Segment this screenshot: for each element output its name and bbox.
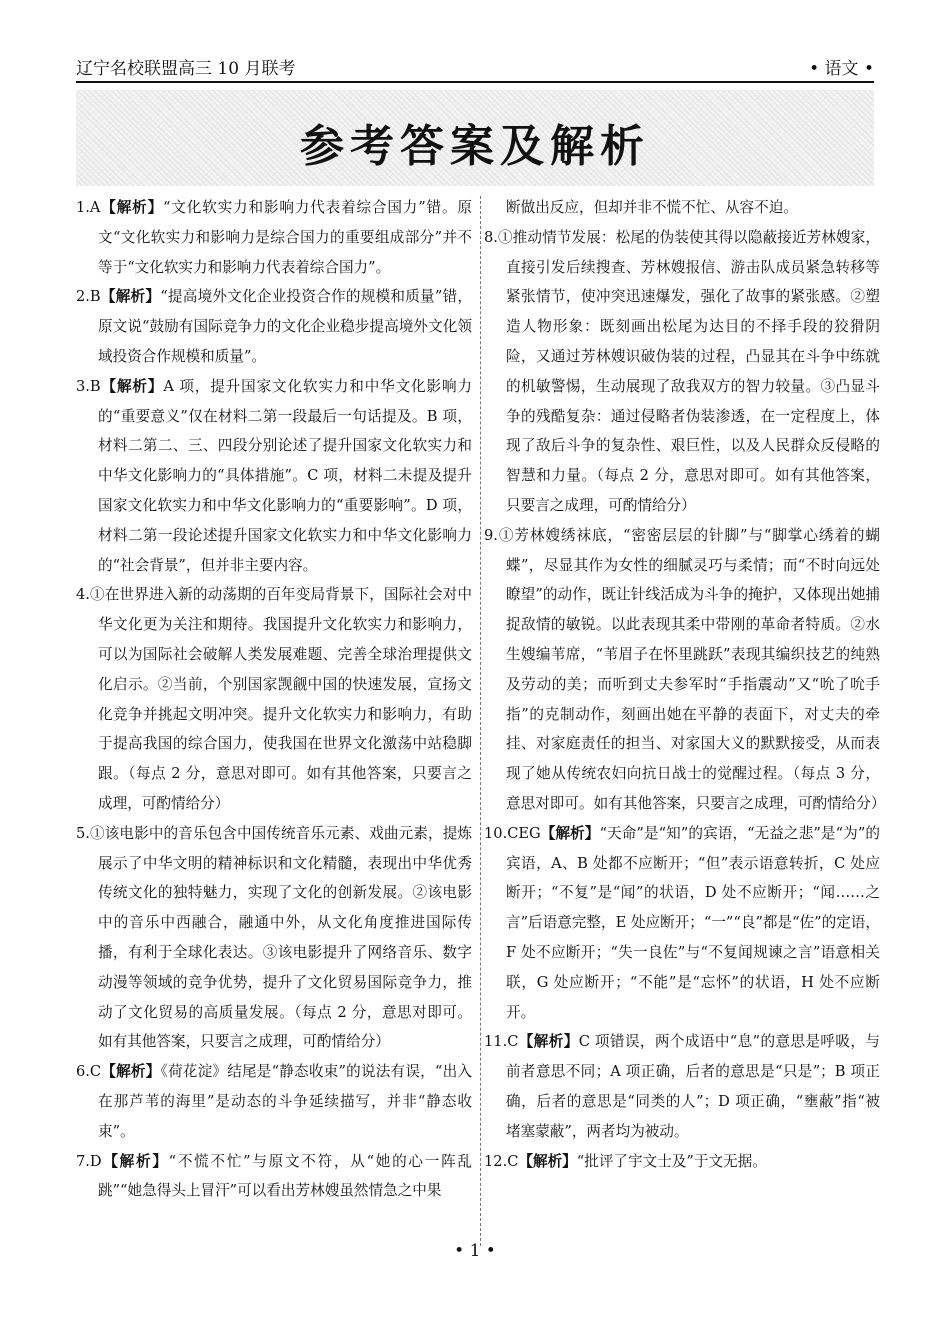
answer-item [76,1147,472,1207]
analysis-tag: 【解析】 [100,288,161,306]
answer-text: A 项，提升国家文化软实力和中华文化影响力的“重要意义”仅在材料二第一段最后一句话提及。B 项，材料二第二、三、四段分别论述了提升国家文化软实力和中华文化影响力的“具体措施”。C 项，材料二未提及提升国家文化软实力和中华文化影响力的“重要影响”。D 项，材料二第一段论述提升国家文化软实力和中华文化影响力的“社会背景”，但并非主要内容。 [98,377,472,574]
answer-number: 1.A [76,199,101,216]
answer-number: 12.C [484,1152,519,1170]
analysis-tag: 【解析】 [101,1152,169,1170]
answer-number: 3.B [76,377,101,395]
analysis-tag: 【解析】 [518,1152,577,1170]
analysis-tag: 【解析】 [518,1033,579,1051]
answer-text: ①芳林嫂绣袜底，“密密层层的针脚”与“脚掌心绣着的蝴蝶”，尽显其作为女性的细腻灵巧与柔情；而“不时向远处瞭望”的动作，既让针线活成为斗争的掩护，又体现出她捕捉敌情的敏锐。以此表现其柔中带刚的革命者特质。②水生嫂编苇席，“苇眉子在怀里跳跃”表现其编织技艺的纯熟及劳动的美；而听到丈夫参军时“手指震动”又“吮了吮手指”的克制动作，刻画出她在平静的表面下，对丈夫的牵挂、对家庭责任的担当、对家国大义的默默接受，从而表现了她从传统农妇向抗日战士的觉醒过程。（每点 3 分，意思对即可。如有其他答案，只要言之成理，可酌情给分） [497,526,886,812]
answer-number: 8. [484,228,498,246]
answer-number: 6.C [76,1063,102,1081]
page-number: • 1 • [454,1241,496,1261]
left-column [76,193,472,1206]
analysis-tag: 【解析】 [540,824,600,842]
answer-item [484,223,880,521]
answer-item [76,282,472,371]
analysis-tag: 【解析】 [100,377,164,395]
answer-item [76,193,472,282]
answer-text: “文化软实力和影响力代表着综合国力”错。原文“文化软实力和影响力是综合国力的重要组成部分”并不等于“文化软实力和影响力代表着综合国力”。 [98,199,472,276]
subject-label: • 语文 • [809,59,874,79]
answer-text: “提高境外文化企业投资合作的规模和质量”错，原文说“鼓励有国际竞争力的文化企业稳步提高境外文化领域投资合作规模和质量”。 [98,288,472,365]
answer-text: “批评了宇文士及”于文无据。 [576,1152,767,1170]
answer-number: 10.CEG [484,824,541,842]
answer-item [76,819,472,1057]
answer-number: 5. [76,824,90,842]
right-column [484,193,886,1176]
answer-item [484,521,886,819]
answer-item [484,1027,880,1146]
answer-number: 7.D [76,1152,102,1170]
header-rule [76,81,874,83]
answer-text: ①推动情节发展：松尾的伪装使其得以隐蔽接近芳林嫂家，直接引发后续搜查、芳林嫂报信、游击队成员紧急转移等紧张情节，使冲突迅速爆发，强化了故事的紧张感。②塑造人物形象：既刻画出松尾为达目的不择手段的狡猾阴险，又通过芳林嫂识破伪装的过程，凸显其在斗争中练就的机敏警惕，生动展现了敌我双方的智力较量。③凸显斗争的残酷复杂：通过侵略者伪装渗透，在一定程度上，体现了敌后斗争的复杂性、艰巨性，以及人民群众反侵略的智慧和力量。（每点 2 分，意思对即可。如有其他答案，只要言之成理，可酌情给分） [497,228,880,514]
analysis-tag: 【解析】 [101,1063,161,1081]
answer-text: C 项错误，两个成语中“息”的意思是呼吸，与前者意思不同；A 项正确，后者的意思是“只是”；B 项正确，后者的意思是“同类的人”；D 项正确，“壅蔽”指“被堵塞蒙蔽”，两者均为被动。 [506,1033,880,1140]
answer-text: ①在世界进入新的动荡期的百年变局背景下，国际社会对中华文化更为关注和期待。我国提升文化软实力和影响力，可以为国际社会破解人类发展难题、完善全球治理提供文化启示。②当前，个别国家觊觎中国的快速发展，宣扬文化竞争并挑起文明冲突。提升文化软实力和影响力，有助于提高我国的综合国力，使我国在世界文化激荡中站稳脚跟。（每点 2 分，意思对即可。如有其他答案，只要言之成理，可酌情给分） [89,586,472,812]
answer-text: 《荷花淀》结尾是“静态收束”的说法有误，“出入在那芦苇的海里”是动态的斗争延续描写，并非“静态收束”。 [98,1063,472,1140]
answer-text: “天命”是“知”的宾语，“无益之悲”是“为”的宾语，A、B 处都不应断开；“但”表示语意转折，C 处应断开；“不复”是“闻”的状语，D 处不应断开；“闻……之言”后语意完整，E 处应断开；“一”“良”都是“佐”的定语，F 处不应断开；“失一良佐”与“不复闻规谏之言”语意相关联，G 处应断开；“不能”是“忘怀”的状语，H 处不应断开。 [506,824,880,1021]
page-header [76,50,874,80]
title-banner [76,90,874,186]
exam-title: 辽宁名校联盟高三 10 月联考 [76,59,296,79]
answer-number: 2.B [76,288,101,306]
answer-item [76,580,472,818]
answer-number: 11.C [484,1033,519,1051]
answer-item [484,819,880,1028]
analysis-tag: 【解析】 [100,199,164,216]
answer-text: “不慌不忙”与原文不符，从“她的心一阵乱跳”“她急得头上冒汗”可以看出芳林嫂虽然情急之中果 [98,1152,472,1200]
banner-title: 参考答案及解析 [300,121,650,172]
answer-item [76,1057,472,1146]
answer-item [484,1147,880,1177]
column-divider [480,196,481,1246]
answer-number: 4. [76,586,90,604]
answer-number: 9. [484,526,498,544]
continued-text: 断做出反应，但却并非不慌不忙、从容不迫。 [506,199,798,216]
answer-text: ①该电影中的音乐包含中国传统音乐元素、戏曲元素，提炼展示了中华文明的精神标识和文化精髓，表现出中华优秀传统文化的独特魅力，实现了文化的创新发展。②该电影中的音乐中西融合，融通中外，从文化角度推进国际传播，有利于全球化表达。③该电影提升了网络音乐、数字动漫等领域的竞争优势，提升了文化贸易国际竞争力，推动了文化贸易的高质量发展。（每点 2 分，意思对即可。如有其他答案，只要言之成理，可酌情给分） [89,824,472,1051]
answer-item [76,372,472,581]
